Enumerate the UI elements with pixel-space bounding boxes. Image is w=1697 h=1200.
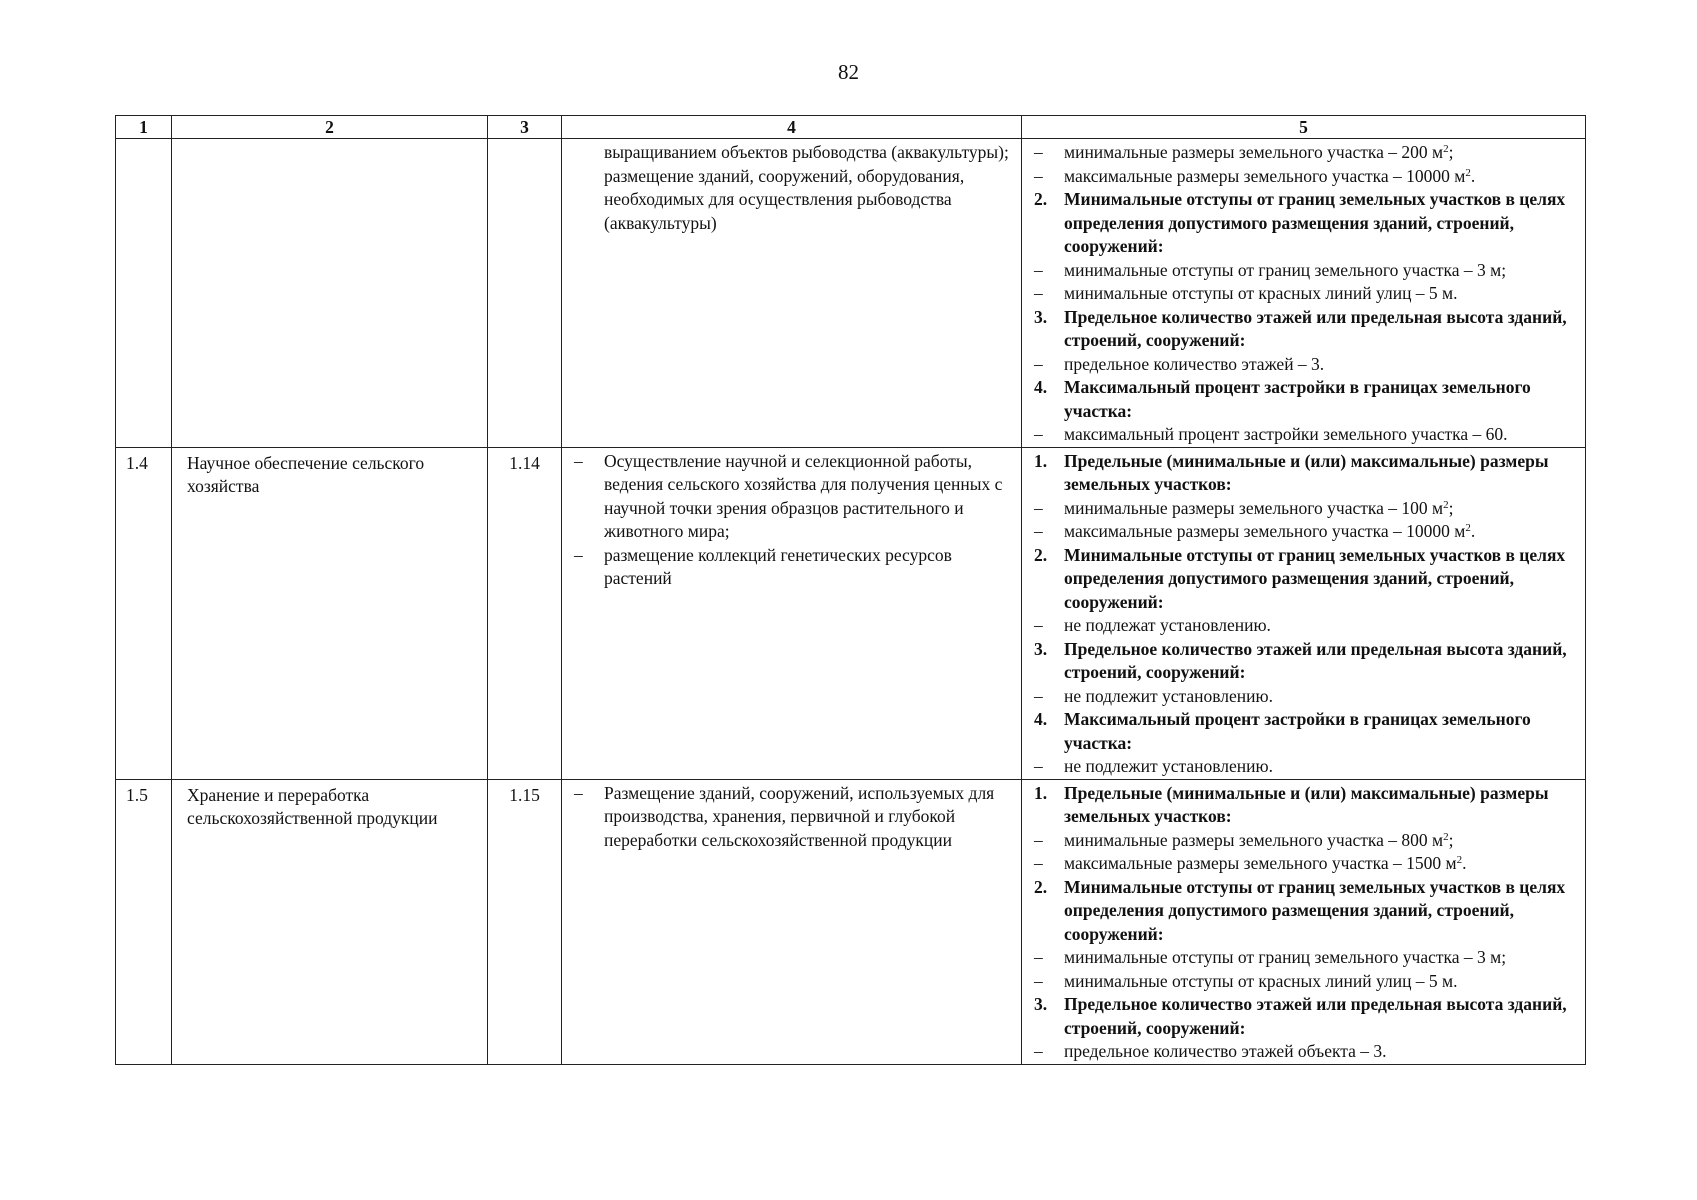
description-text: размещение коллекций генетических ресурсов растений	[604, 544, 952, 588]
parameter-text	[1064, 306, 1581, 353]
parameters-cell	[1022, 447, 1586, 779]
parameter-value: Минимальные отступы от границ земельных участков в целях определения допустимого размещения зданий, строений, сооружений:	[1064, 544, 1566, 612]
list-marker	[574, 141, 604, 235]
parameter-item	[1034, 685, 1581, 709]
header-col-1: 1	[116, 116, 172, 139]
parameter-text	[1064, 829, 1581, 853]
parameter-value: предельное количество этажей объекта – 3.	[1064, 1041, 1387, 1061]
description-item	[574, 782, 1015, 853]
punctuation: ;	[1448, 829, 1454, 850]
parameter-text	[1064, 450, 1581, 497]
parameters-cell	[1022, 139, 1586, 448]
description-item	[574, 141, 1015, 235]
table-row	[116, 779, 1586, 1064]
list-marker: –	[1034, 165, 1043, 186]
parameter-item	[1034, 282, 1581, 306]
description-text: Размещение зданий, сооружений, используемых для производства, хранения, первичной и глубокой переработки сельскохозяйственной продукции	[604, 782, 995, 850]
parameter-item	[1034, 423, 1581, 447]
parameter-text	[1064, 188, 1581, 259]
list-marker: –	[1034, 283, 1043, 303]
parameter-heading	[1034, 782, 1581, 829]
description-item	[574, 544, 1015, 591]
punctuation: ;	[1448, 497, 1454, 518]
page-number: 82	[838, 60, 859, 84]
parameter-text	[1064, 614, 1581, 638]
table-row	[116, 447, 1586, 779]
parameter-value: Предельные (минимальные и (или) максимальные) размеры земельных участков:	[1064, 450, 1549, 494]
parameter-value: минимальные отступы от границ земельного участка – 3 м;	[1064, 259, 1507, 280]
list-marker: –	[1034, 353, 1043, 374]
parameter-item	[1034, 165, 1581, 189]
list-marker: –	[1034, 259, 1043, 280]
parameter-item	[1034, 614, 1581, 638]
parameter-text	[1064, 282, 1581, 306]
row-number-cell: 1.5	[116, 779, 172, 1064]
parameter-text	[1064, 141, 1581, 165]
description-cell	[562, 447, 1022, 779]
use-code-cell: 1.15	[488, 779, 562, 1064]
parameter-item	[1034, 829, 1581, 853]
list-marker: 3.	[1034, 306, 1048, 327]
header-col-2: 2	[172, 116, 488, 139]
list-marker: –	[1034, 829, 1043, 850]
list-marker: –	[1034, 615, 1043, 635]
parameter-heading	[1034, 708, 1581, 755]
parameter-value: Максимальный процент застройки в границах земельного участка:	[1064, 377, 1531, 421]
parameter-heading	[1034, 638, 1581, 685]
parameter-item	[1034, 755, 1581, 779]
unit-superscript: 2	[1465, 522, 1471, 534]
parameter-value: Максимальный процент застройки в границах земельного участка:	[1064, 709, 1531, 753]
list-marker: 2.	[1034, 876, 1048, 897]
list-marker: –	[1034, 970, 1043, 991]
use-name-cell	[172, 139, 488, 448]
parameter-value: максимальный процент застройки земельного участка – 60.	[1064, 424, 1508, 444]
parameter-text	[1064, 876, 1581, 947]
parameter-text	[1064, 544, 1581, 615]
list-marker: –	[574, 782, 583, 803]
header-col-4: 4	[562, 116, 1022, 139]
list-marker: –	[1034, 756, 1043, 776]
parameter-value: Предельное количество этажей или предельная высота зданий, строений, сооружений:	[1064, 638, 1567, 682]
punctuation: .	[1470, 521, 1476, 541]
list-marker: –	[1034, 685, 1043, 706]
unit-superscript: 2	[1465, 166, 1471, 179]
parameter-item	[1034, 1040, 1581, 1064]
list-marker: 2.	[1034, 189, 1048, 209]
description-item	[574, 450, 1015, 544]
table-row	[116, 139, 1586, 448]
parameter-value: минимальные размеры земельного участка – 100 м	[1064, 497, 1444, 518]
parameter-value: не подлежат установлению.	[1064, 615, 1271, 635]
parameter-value: Минимальные отступы от границ земельных участков в целях определения допустимого размещения зданий, строений, сооружений:	[1064, 189, 1566, 256]
parameter-text	[1064, 376, 1581, 423]
parameter-text	[1064, 708, 1581, 755]
parameter-item	[1034, 353, 1581, 377]
parameter-heading	[1034, 450, 1581, 497]
regulations-table	[115, 115, 1586, 1065]
parameter-text	[1064, 353, 1581, 377]
header-col-3: 3	[488, 116, 562, 139]
parameter-text	[1064, 782, 1581, 829]
punctuation: ;	[1448, 142, 1454, 162]
unit-superscript: 2	[1456, 854, 1463, 866]
parameter-value: Предельные (минимальные и (или) максимальные) размеры земельных участков:	[1064, 782, 1549, 826]
parameter-value: Минимальные отступы от границ земельных участков в целях определения допустимого размещения зданий, строений, сооружений:	[1064, 876, 1566, 944]
parameter-heading	[1034, 993, 1581, 1040]
parameter-item	[1034, 497, 1581, 521]
table-header-row	[116, 116, 1586, 139]
parameter-item	[1034, 946, 1581, 970]
parameter-text	[1064, 497, 1581, 521]
parameter-text	[1064, 423, 1581, 447]
list-marker: –	[1034, 947, 1043, 967]
parameters-cell	[1022, 779, 1586, 1064]
unit-superscript: 2	[1443, 143, 1449, 155]
list-marker: 4.	[1034, 377, 1048, 397]
parameter-item	[1034, 970, 1581, 994]
punctuation: .	[1470, 165, 1476, 186]
parameter-value: минимальные отступы от красных линий улиц – 5 м.	[1064, 970, 1458, 991]
parameter-text	[1064, 685, 1581, 709]
parameter-value: максимальные размеры земельного участка – 10000 м	[1064, 521, 1466, 541]
list-marker: –	[574, 544, 583, 565]
parameter-text	[1064, 993, 1581, 1040]
parameter-value: Предельное количество этажей или предельная высота зданий, строений, сооружений:	[1064, 994, 1567, 1038]
parameter-text	[1064, 970, 1581, 994]
list-marker: –	[1034, 521, 1043, 541]
parameter-text	[1064, 259, 1581, 283]
parameter-item	[1034, 259, 1581, 283]
parameter-text	[1064, 1040, 1581, 1064]
list-marker: 3.	[1034, 994, 1048, 1014]
list-marker: 2.	[1034, 544, 1048, 565]
list-marker: 4.	[1034, 709, 1048, 729]
parameter-value: минимальные размеры земельного участка – 200 м	[1064, 142, 1444, 162]
list-marker: –	[574, 450, 583, 471]
parameter-value: Предельное количество этажей или предельная высота зданий, строений, сооружений:	[1064, 306, 1567, 350]
row-number-cell: 1.4	[116, 447, 172, 779]
parameter-value: минимальные отступы от красных линий улиц – 5 м.	[1064, 283, 1458, 303]
unit-superscript: 2	[1443, 830, 1449, 843]
description-cell	[562, 139, 1022, 448]
parameter-text	[1064, 520, 1581, 544]
parameter-value: минимальные размеры земельного участка – 800 м	[1064, 829, 1444, 850]
list-marker: 3.	[1034, 638, 1048, 659]
header-col-5: 5	[1022, 116, 1586, 139]
parameter-text	[1064, 755, 1581, 779]
list-marker: 1.	[1034, 782, 1048, 803]
parameter-text	[1064, 165, 1581, 189]
row-number-cell	[116, 139, 172, 448]
description-cell	[562, 779, 1022, 1064]
list-marker: –	[1034, 424, 1043, 444]
list-marker: –	[1034, 1041, 1043, 1061]
parameter-heading	[1034, 306, 1581, 353]
parameter-value: максимальные размеры земельного участка – 1500 м	[1064, 853, 1457, 873]
parameter-heading	[1034, 544, 1581, 615]
table-body	[116, 139, 1586, 1065]
description-text: выращиванием объектов рыбоводства (аквакультуры); размещение зданий, сооружений, оборудования, необходимых для осуществления рыбоводства (аквакультуры)	[604, 142, 1009, 233]
parameter-heading	[1034, 376, 1581, 423]
parameter-value: минимальные отступы от границ земельного участка – 3 м;	[1064, 947, 1507, 967]
parameter-text	[1064, 946, 1581, 970]
parameter-text	[1064, 852, 1581, 876]
unit-superscript: 2	[1443, 498, 1449, 511]
parameter-heading	[1034, 876, 1581, 947]
parameter-text	[1064, 638, 1581, 685]
parameter-value: не подлежит установлению.	[1064, 685, 1273, 706]
list-marker: –	[1034, 497, 1043, 518]
parameter-heading	[1034, 188, 1581, 259]
parameter-value: предельное количество этажей – 3.	[1064, 353, 1325, 374]
list-marker: –	[1034, 142, 1043, 162]
list-marker: –	[1034, 853, 1043, 873]
use-name-cell: Хранение и переработка сельскохозяйственной продукции	[172, 779, 488, 1064]
list-marker: 1.	[1034, 450, 1048, 471]
punctuation: .	[1462, 853, 1467, 873]
parameter-item	[1034, 141, 1581, 165]
description-text: Осуществление научной и селекционной работы, ведения сельского хозяйства для получения ценных с научной точки зрения образцов растительного и животного мира;	[604, 450, 1003, 541]
parameter-item	[1034, 520, 1581, 544]
use-code-cell	[488, 139, 562, 448]
parameter-value: не подлежит установлению.	[1064, 756, 1273, 776]
parameter-item	[1034, 852, 1581, 876]
use-name-cell: Научное обеспечение сельского хозяйства	[172, 447, 488, 779]
use-code-cell: 1.14	[488, 447, 562, 779]
parameter-value: максимальные размеры земельного участка – 10000 м	[1064, 165, 1466, 186]
